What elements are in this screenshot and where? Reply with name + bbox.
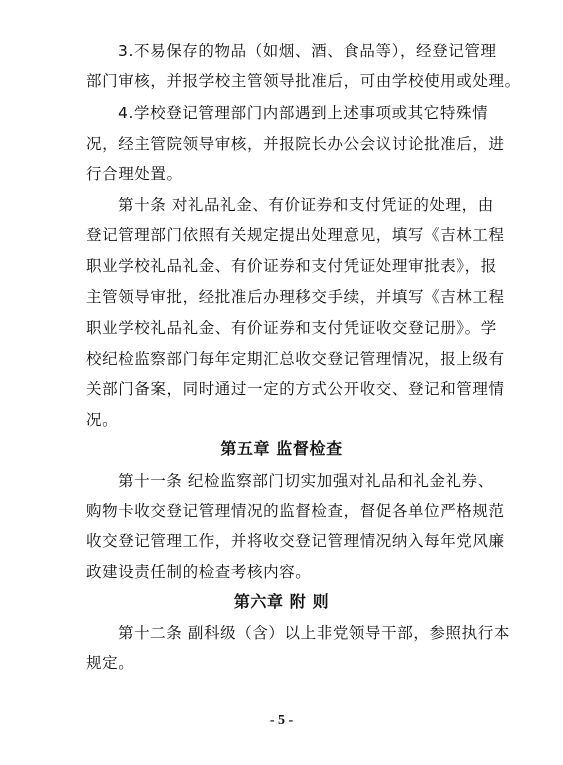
paragraph-line: 政建设责任制的检查考核内容。 — [86, 563, 312, 581]
paragraph-line: 规定。 — [86, 654, 135, 672]
paragraph-line: 购物卡收交登记管理情况的监督检查，督促各单位严格规范 — [86, 502, 505, 520]
paragraph-line: 第十一条 纪检监察部门切实加强对礼品和礼金礼券、 — [118, 472, 494, 490]
paragraph-line: 3.不易保存的物品（如烟、酒、食品等），经登记管理 — [118, 42, 497, 60]
paragraph-line: 关部门备案，同时通过一定的方式公开收交、登记和管理情 — [86, 380, 505, 398]
paragraph-line: 第十二条 副科级（含）以上非党领导干部，参照执行本 — [118, 624, 510, 642]
paragraph-line: 职业学校礼品礼金、有价证券和支付凭证处理审批表》，报 — [86, 257, 497, 275]
paragraph-line: 况。 — [86, 411, 119, 429]
page-number: - 5 - — [269, 713, 294, 728]
paragraph-line: 况，经主管院领导审核，并报院长办公会议讨论批准后，进 — [86, 135, 505, 153]
paragraph-line: 部门审核，并报学校主管领导批准后，可由学校使用或处理。 — [86, 72, 521, 90]
paragraph-line: 登记管理部门依照有关规定提出处理意见，填写《吉林工程 — [86, 226, 505, 244]
paragraph-line: 职业学校礼品礼金、有价证券和支付凭证收交登记册》。学 — [86, 319, 497, 337]
chapter-heading: 第六章 附 则 — [233, 592, 330, 611]
paragraph-line: 收交登记管理工作，并将收交登记管理情况纳入每年党风廉 — [86, 532, 505, 550]
paragraph-line: 4.学校登记管理部门内部遇到上述事项或其它特殊情 — [118, 104, 489, 122]
paragraph-line: 主管领导审批，经批准后办理移交手续，并填写《吉林工程 — [86, 288, 505, 306]
chapter-heading: 第五章 监督检查 — [220, 439, 343, 458]
paragraph-line: 第十条 对礼品礼金、有价证券和支付凭证的处理，由 — [118, 196, 494, 214]
paragraph-line: 校纪检监察部门每年定期汇总收交登记管理情况，报上级有 — [86, 350, 505, 368]
paragraph-line: 行合理处置。 — [86, 165, 183, 183]
